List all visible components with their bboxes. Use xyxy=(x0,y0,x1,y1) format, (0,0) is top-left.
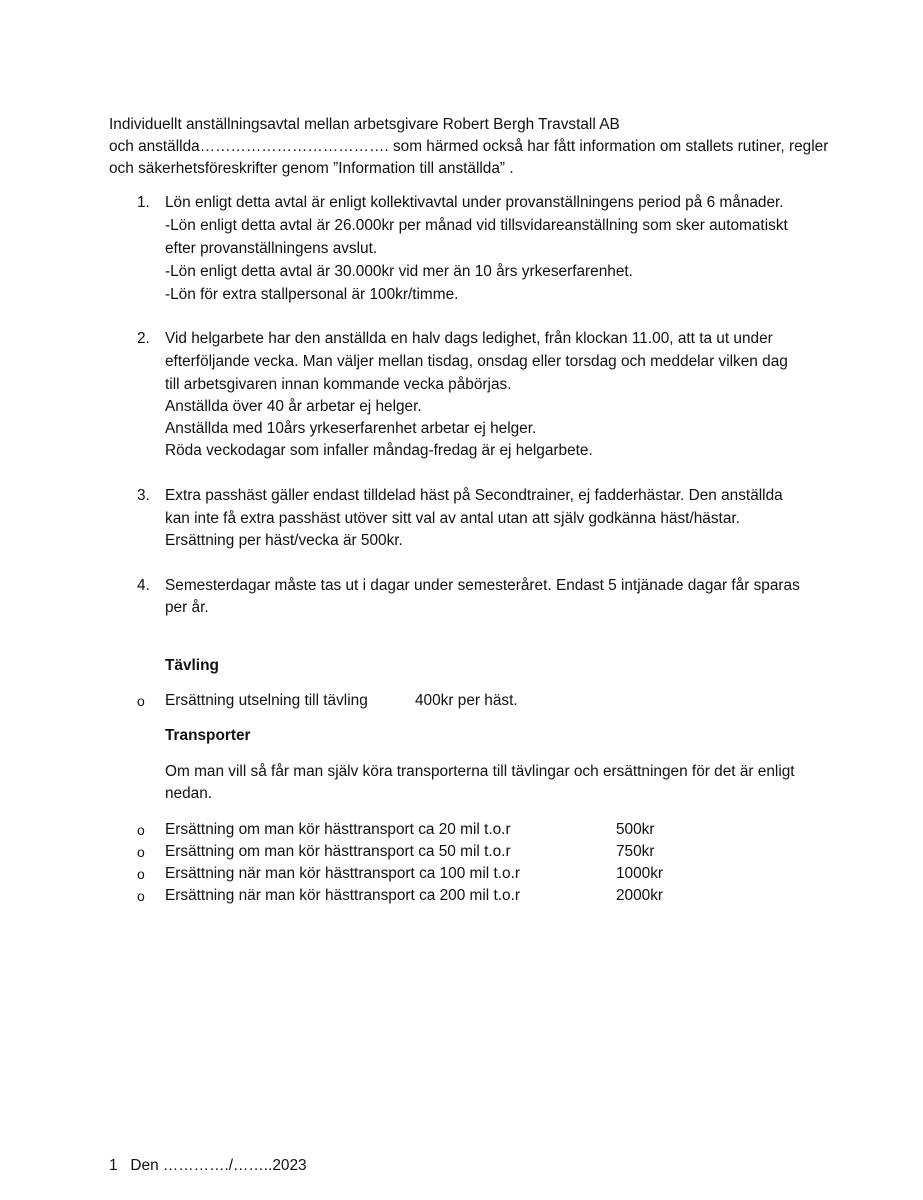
transport-row-price: 750kr xyxy=(616,843,655,860)
item-text: Extra passhäst gäller endast tilldelad häst på Secondtrainer, ej fadderhästar. Den anställda xyxy=(165,487,783,504)
intro-line: och säkerhetsföreskrifter genom ”Information till anställda” . xyxy=(109,160,514,177)
bullet-icon: o xyxy=(137,822,145,838)
transporter-text: Om man vill så får man själv köra transporterna till tävlingar och ersättningen för det är enligt xyxy=(165,763,795,780)
date-line: Den …………./……..2023 xyxy=(130,1157,307,1174)
transport-row-label: Ersättning om man kör hästtransport ca 20 mil t.o.r xyxy=(165,821,511,838)
bullet-icon: o xyxy=(137,693,145,709)
item-text: Anställda över 40 år arbetar ej helger. xyxy=(165,398,422,415)
intro-line: Individuellt anställningsavtal mellan arbetsgivare Robert Bergh Travstall AB xyxy=(109,116,620,133)
transport-row-label: Ersättning när man kör hästtransport ca 200 mil t.o.r xyxy=(165,887,520,904)
item-text: Röda veckodagar som infaller måndag-fredag är ej helgarbete. xyxy=(165,442,593,459)
bullet-icon: o xyxy=(137,888,145,904)
tavling-heading: Tävling xyxy=(165,657,219,674)
tavling-label: Ersättning utselning till tävling xyxy=(165,692,368,709)
item-text: Ersättning per häst/vecka är 500kr. xyxy=(165,532,403,549)
item-number: 3. xyxy=(137,487,150,504)
item-text: efter provanställningens avslut. xyxy=(165,240,378,257)
item-text: Semesterdagar måste tas ut i dagar under semesteråret. Endast 5 intjänade dagar får sparas xyxy=(165,577,800,594)
item-text: Lön enligt detta avtal är enligt kollektivavtal under provanställningens period på 6 månader. xyxy=(165,194,784,211)
item-text: -Lön för extra stallpersonal är 100kr/timme. xyxy=(165,286,459,303)
transport-row-label: Ersättning om man kör hästtransport ca 50 mil t.o.r xyxy=(165,843,511,860)
page-footer xyxy=(109,1156,307,1176)
item-text: per år. xyxy=(165,599,209,616)
item-number: 2. xyxy=(137,330,150,347)
tavling-amount: 400kr per häst. xyxy=(415,692,518,709)
item-number: 1. xyxy=(137,194,150,211)
transport-row-price: 1000kr xyxy=(616,865,664,882)
page-number: 1 xyxy=(109,1157,118,1174)
item-text: Vid helgarbete har den anställda en halv dags ledighet, från klockan 11.00, att ta ut under xyxy=(165,330,773,347)
transport-row-price: 2000kr xyxy=(616,887,664,904)
item-number: 4. xyxy=(137,577,150,594)
item-text: efterföljande vecka. Man väljer mellan tisdag, onsdag eller torsdag och meddelar vilken dag xyxy=(165,353,788,370)
item-text: -Lön enligt detta avtal är 26.000kr per månad vid tillsvidareanställning som sker automatiskt xyxy=(165,217,788,234)
transporter-heading: Transporter xyxy=(165,727,251,744)
bullet-icon: o xyxy=(137,866,145,882)
bullet-icon: o xyxy=(137,844,145,860)
transporter-text: nedan. xyxy=(165,785,213,802)
item-text: -Lön enligt detta avtal är 30.000kr vid mer än 10 års yrkeserfarenhet. xyxy=(165,263,633,280)
item-text: Anställda med 10års yrkeserfarenhet arbetar ej helger. xyxy=(165,420,537,437)
item-text: kan inte få extra passhäst utöver sitt val av antal utan att själv godkänna häst/hästar. xyxy=(165,510,740,527)
transport-row-price: 500kr xyxy=(616,821,655,838)
intro-line: och anställda………………………………. som härmed också har fått information om stallets rutiner, regler xyxy=(109,138,829,155)
transport-row-label: Ersättning när man kör hästtransport ca 100 mil t.o.r xyxy=(165,865,520,882)
item-text: till arbetsgivaren innan kommande vecka påbörjas. xyxy=(165,376,512,393)
